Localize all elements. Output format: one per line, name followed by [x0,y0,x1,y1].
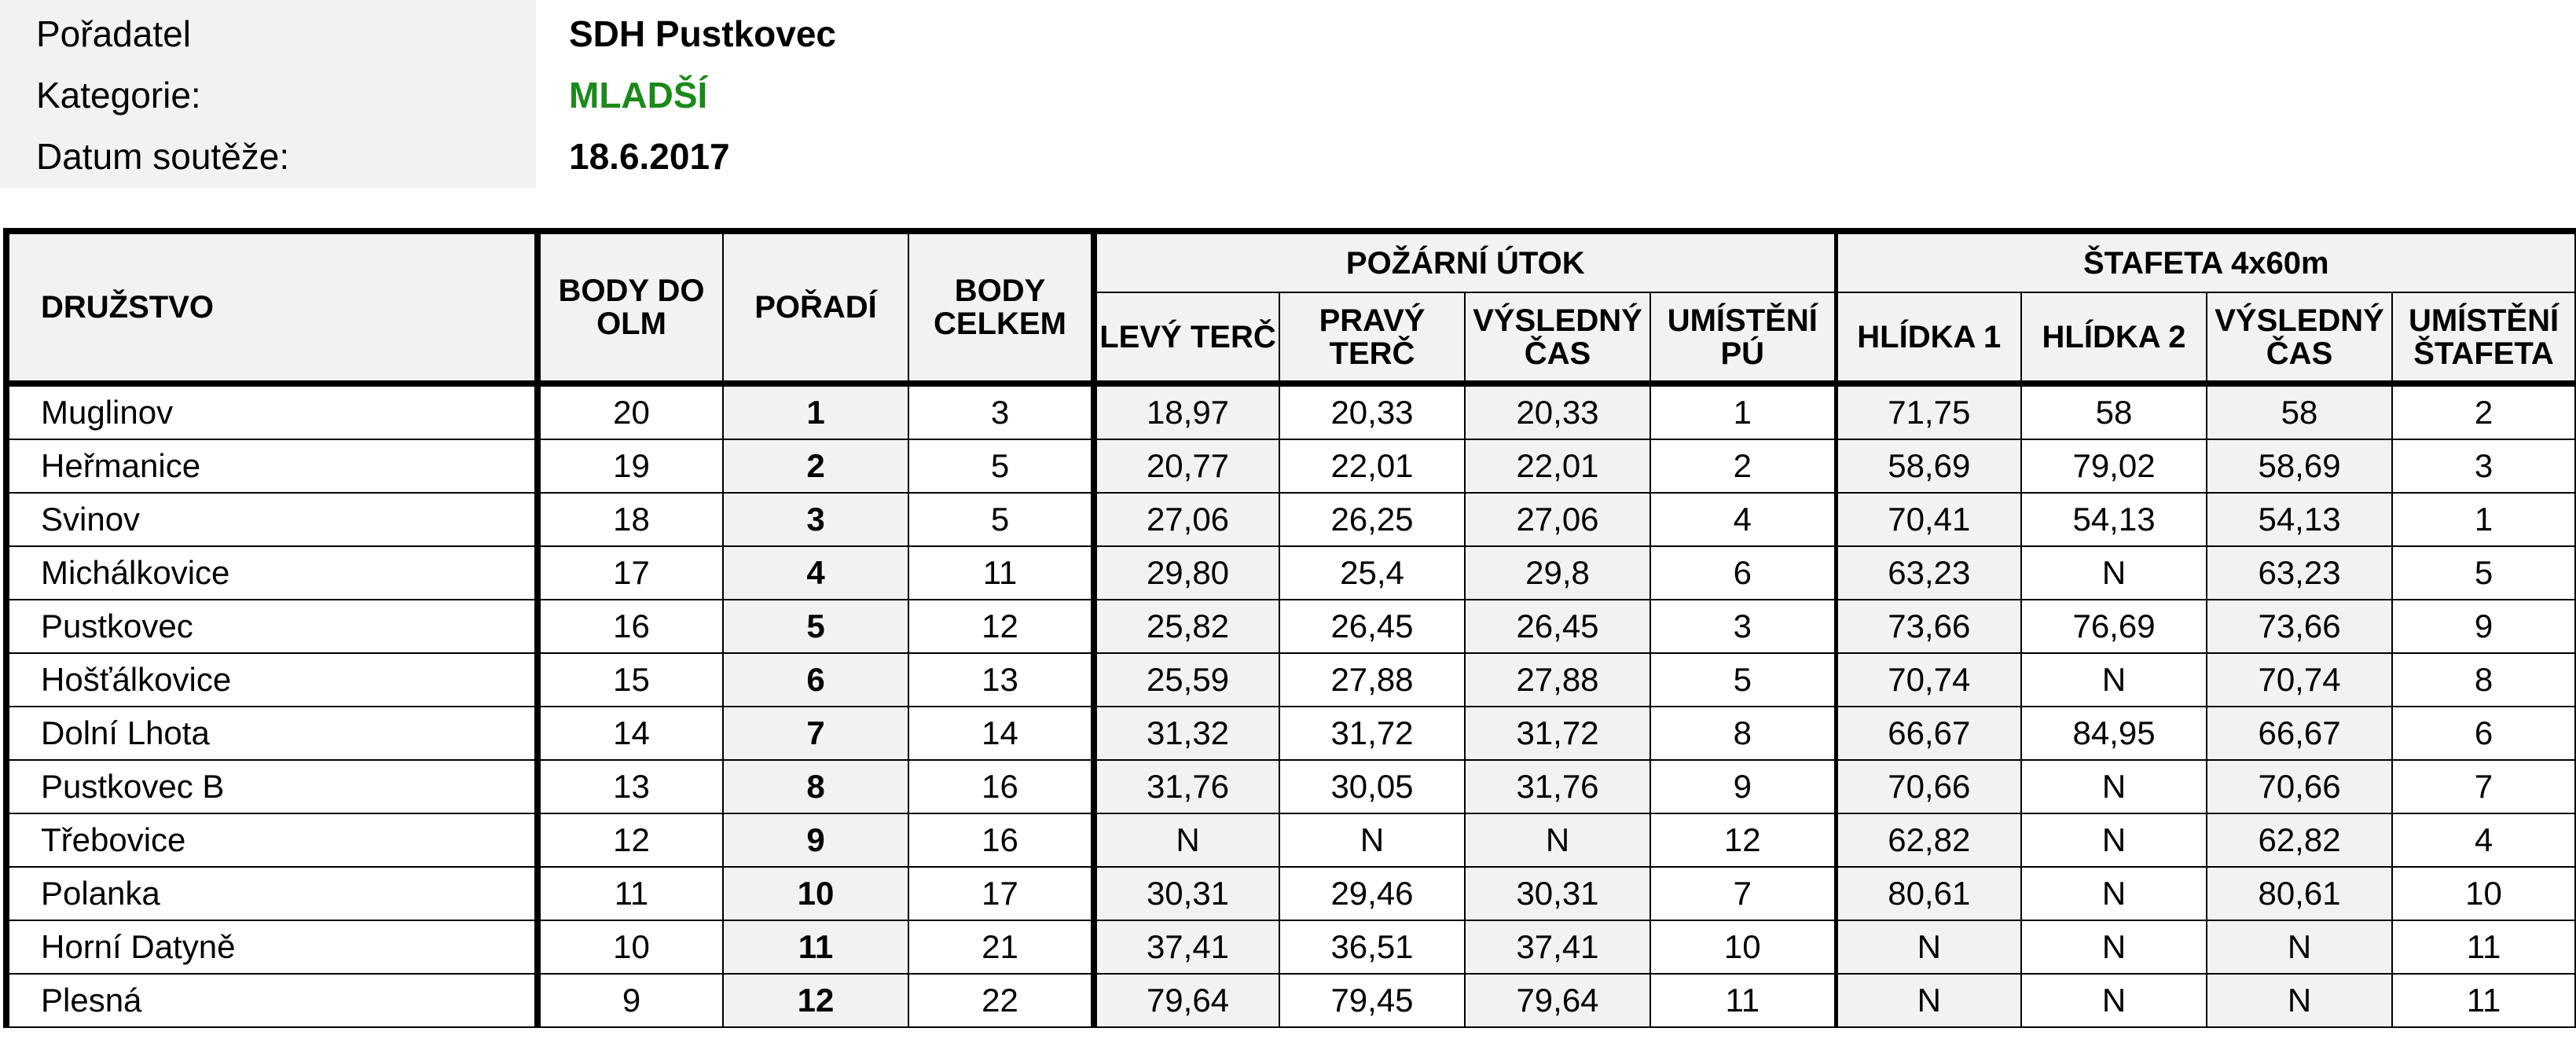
header-row-top [6,231,2576,292]
cell-watch1: 58,69 [1836,439,2021,493]
cell-result-time: N [1465,813,1650,867]
cell-points-olm: 11 [538,867,723,920]
cell-placement-pu: 9 [1650,760,1836,813]
cell-relay-result-time: 80,61 [2207,867,2392,920]
cell-rank: 2 [723,439,908,493]
cell-watch2: N [2021,974,2207,1027]
cell-points-total: 21 [908,920,1094,974]
cell-result-time: 27,88 [1465,653,1650,707]
cell-watch1: 71,75 [1836,384,2021,439]
cell-watch2: 54,13 [2021,493,2207,546]
cell-right-target: 30,05 [1279,760,1465,813]
cell-rank: 5 [723,600,908,653]
table-row [6,384,2576,439]
cell-right-target: 26,45 [1279,600,1465,653]
organizer-value: SDH Pustkovec [569,13,837,54]
cell-points-olm: 13 [538,760,723,813]
cell-placement-relay: 4 [2392,813,2576,867]
cell-rank: 1 [723,384,908,439]
cell-team: Dolní Lhota [6,707,538,760]
cell-points-total: 11 [908,546,1094,600]
cell-left-target: 18,97 [1094,384,1279,439]
cell-watch2: N [2021,653,2207,707]
cell-right-target: N [1279,813,1465,867]
cell-right-target: 31,72 [1279,707,1465,760]
cell-left-target: 31,32 [1094,707,1279,760]
cell-right-target: 25,4 [1279,546,1465,600]
cell-points-total: 14 [908,707,1094,760]
cell-left-target: 79,64 [1094,974,1279,1027]
table-row [6,813,2576,867]
cell-left-target: 20,77 [1094,439,1279,493]
category-label: Kategorie: [36,75,201,116]
cell-watch2: 58 [2021,384,2207,439]
category-row [0,64,943,126]
cell-relay-result-time: 73,66 [2207,600,2392,653]
cell-points-total: 17 [908,867,1094,920]
cell-placement-relay: 2 [2392,384,2576,439]
cell-left-target: 29,80 [1094,546,1279,600]
header-fire-attack: POŽÁRNÍ ÚTOK [1094,231,1836,292]
cell-placement-pu: 4 [1650,493,1836,546]
cell-relay-result-time: 63,23 [2207,546,2392,600]
table-row [6,760,2576,813]
header-team: DRUŽSTVO [6,231,538,384]
header-relay: ŠTAFETA 4x60m [1836,231,2576,292]
competition-info [0,0,837,189]
cell-result-time: 79,64 [1465,974,1650,1027]
cell-points-olm: 9 [538,974,723,1027]
cell-watch1: 63,23 [1836,546,2021,600]
cell-relay-result-time: 54,13 [2207,493,2392,546]
header-rank: POŘADÍ [723,231,908,384]
cell-relay-result-time: 62,82 [2207,813,2392,867]
cell-rank: 11 [723,920,908,974]
cell-watch1: 70,74 [1836,653,2021,707]
header-watch2: HLÍDKA 2 [2021,292,2207,384]
cell-watch1: N [1836,974,2021,1027]
cell-rank: 4 [723,546,908,600]
cell-placement-relay: 11 [2392,920,2576,974]
cell-points-olm: 18 [538,493,723,546]
cell-team: Pustkovec B [6,760,538,813]
cell-team: Plesná [6,974,538,1027]
cell-right-target: 27,88 [1279,653,1465,707]
cell-result-time: 27,06 [1465,493,1650,546]
cell-placement-relay: 3 [2392,439,2576,493]
header-placement-relay: UMÍSTĚNÍ ŠTAFETA [2392,292,2576,384]
cell-relay-result-time: 70,74 [2207,653,2392,707]
cell-left-target: 37,41 [1094,920,1279,974]
cell-points-total: 5 [908,439,1094,493]
cell-placement-pu: 10 [1650,920,1836,974]
table-row [6,920,2576,974]
cell-result-time: 31,76 [1465,760,1650,813]
cell-placement-pu: 12 [1650,813,1836,867]
cell-watch2: 76,69 [2021,600,2207,653]
table-row [6,867,2576,920]
cell-right-target: 20,33 [1279,384,1465,439]
header-result-time: VÝSLEDNÝ ČAS [1465,292,1650,384]
cell-points-olm: 16 [538,600,723,653]
cell-result-time: 26,45 [1465,600,1650,653]
table-row [6,600,2576,653]
cell-rank: 7 [723,707,908,760]
cell-points-total: 16 [908,813,1094,867]
cell-team: Hošťálkovice [6,653,538,707]
cell-rank: 8 [723,760,908,813]
cell-placement-pu: 1 [1650,384,1836,439]
cell-placement-pu: 5 [1650,653,1836,707]
cell-team: Třebovice [6,813,538,867]
table-row [6,974,2576,1027]
cell-rank: 9 [723,813,908,867]
category-value: MLADŠÍ [569,75,708,116]
cell-relay-result-time: 58 [2207,384,2392,439]
cell-watch1: N [1836,920,2021,974]
header-points-olm: BODY DO OLM [538,231,723,384]
cell-team: Svinov [6,493,538,546]
header-right-target: PRAVÝ TERČ [1279,292,1465,384]
cell-placement-relay: 1 [2392,493,2576,546]
cell-watch2: N [2021,867,2207,920]
cell-watch2: 84,95 [2021,707,2207,760]
date-row [0,126,943,187]
cell-left-target: N [1094,813,1279,867]
cell-right-target: 36,51 [1279,920,1465,974]
cell-right-target: 79,45 [1279,974,1465,1027]
cell-team: Heřmanice [6,439,538,493]
cell-right-target: 26,25 [1279,493,1465,546]
cell-rank: 10 [723,867,908,920]
results-body [6,384,2576,1027]
header-watch1: HLÍDKA 1 [1836,292,2021,384]
cell-points-olm: 20 [538,384,723,439]
cell-result-time: 22,01 [1465,439,1650,493]
cell-watch1: 62,82 [1836,813,2021,867]
cell-placement-relay: 7 [2392,760,2576,813]
cell-result-time: 37,41 [1465,920,1650,974]
cell-placement-pu: 7 [1650,867,1836,920]
header-placement-pu: UMÍSTĚNÍ PÚ [1650,292,1836,384]
cell-rank: 6 [723,653,908,707]
organizer-row [0,3,943,64]
table-row [6,707,2576,760]
cell-watch1: 70,66 [1836,760,2021,813]
organizer-label: Pořadatel [36,13,191,54]
cell-rank: 12 [723,974,908,1027]
header-relay-result-time: VÝSLEDNÝ ČAS [2207,292,2392,384]
cell-watch1: 73,66 [1836,600,2021,653]
header-points-total: BODY CELKEM [908,231,1094,384]
cell-relay-result-time: N [2207,974,2392,1027]
cell-points-total: 16 [908,760,1094,813]
cell-placement-pu: 6 [1650,546,1836,600]
cell-result-time: 29,8 [1465,546,1650,600]
table-row [6,493,2576,546]
cell-placement-relay: 5 [2392,546,2576,600]
cell-result-time: 30,31 [1465,867,1650,920]
table-row [6,439,2576,493]
cell-rank: 3 [723,493,908,546]
date-label: Datum soutěže: [36,136,290,177]
cell-left-target: 27,06 [1094,493,1279,546]
cell-points-olm: 15 [538,653,723,707]
cell-watch2: N [2021,813,2207,867]
cell-relay-result-time: N [2207,920,2392,974]
cell-placement-relay: 8 [2392,653,2576,707]
table-row [6,653,2576,707]
cell-placement-pu: 11 [1650,974,1836,1027]
cell-watch2: N [2021,920,2207,974]
cell-watch1: 70,41 [1836,493,2021,546]
cell-placement-pu: 3 [1650,600,1836,653]
cell-watch1: 80,61 [1836,867,2021,920]
cell-relay-result-time: 70,66 [2207,760,2392,813]
cell-points-total: 5 [908,493,1094,546]
cell-left-target: 31,76 [1094,760,1279,813]
date-value: 18.6.2017 [569,136,730,177]
cell-points-total: 12 [908,600,1094,653]
cell-points-total: 13 [908,653,1094,707]
table-row [6,546,2576,600]
header-left-target: LEVÝ TERČ [1094,292,1279,384]
cell-points-olm: 19 [538,439,723,493]
results-table [3,228,2576,1028]
cell-placement-relay: 11 [2392,974,2576,1027]
cell-placement-relay: 9 [2392,600,2576,653]
cell-points-olm: 12 [538,813,723,867]
cell-points-olm: 14 [538,707,723,760]
cell-placement-relay: 6 [2392,707,2576,760]
cell-points-olm: 17 [538,546,723,600]
cell-placement-pu: 8 [1650,707,1836,760]
cell-relay-result-time: 66,67 [2207,707,2392,760]
cell-result-time: 20,33 [1465,384,1650,439]
cell-team: Horní Datyně [6,920,538,974]
cell-team: Michálkovice [6,546,538,600]
cell-placement-pu: 2 [1650,439,1836,493]
cell-points-olm: 10 [538,920,723,974]
cell-watch1: 66,67 [1836,707,2021,760]
cell-team: Pustkovec [6,600,538,653]
cell-relay-result-time: 58,69 [2207,439,2392,493]
cell-left-target: 30,31 [1094,867,1279,920]
cell-watch2: N [2021,760,2207,813]
cell-result-time: 31,72 [1465,707,1650,760]
cell-team: Polanka [6,867,538,920]
cell-points-total: 22 [908,974,1094,1027]
cell-left-target: 25,59 [1094,653,1279,707]
cell-team: Muglinov [6,384,538,439]
cell-points-total: 3 [908,384,1094,439]
cell-left-target: 25,82 [1094,600,1279,653]
cell-watch2: 79,02 [2021,439,2207,493]
cell-watch2: N [2021,546,2207,600]
cell-right-target: 22,01 [1279,439,1465,493]
cell-placement-relay: 10 [2392,867,2576,920]
cell-right-target: 29,46 [1279,867,1465,920]
